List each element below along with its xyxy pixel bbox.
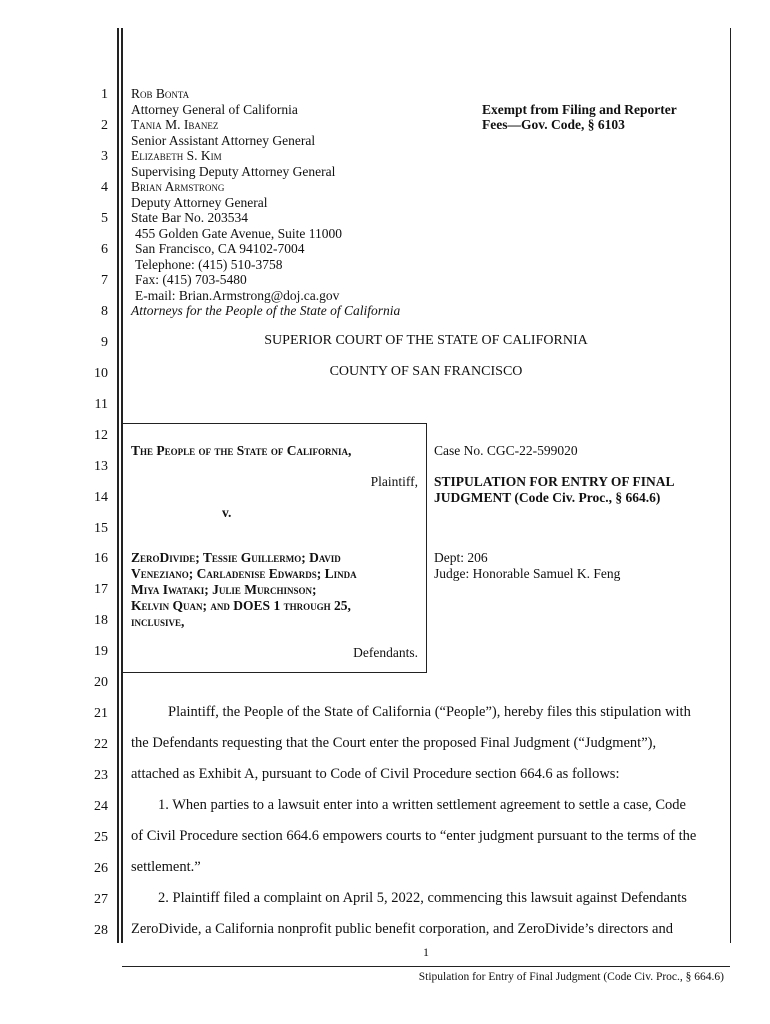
- defendants-line: ZeroDivide; Tessie Guillermo; David: [131, 550, 341, 565]
- line-number: 13: [94, 459, 108, 474]
- line-number: 9: [101, 335, 108, 350]
- caption-divider: [426, 423, 427, 673]
- attorney-title: Attorney General of California: [131, 102, 298, 117]
- email: E-mail: Brian.Armstrong@doj.ca.gov: [135, 288, 340, 303]
- defendants-line: Miya Iwataki; Julie Murchinson;: [131, 582, 317, 597]
- line-number: 19: [94, 644, 108, 659]
- right-margin-rule: [730, 28, 731, 943]
- body-line: the Defendants requesting that the Court enter the proposed Final Judgment (“Judgment”),: [131, 735, 657, 751]
- line-number: 24: [94, 799, 108, 814]
- court-name: SUPERIOR COURT OF THE STATE OF CALIFORNIA: [264, 333, 588, 348]
- telephone: Telephone: (415) 510-3758: [135, 257, 283, 272]
- line-number: 15: [94, 521, 108, 536]
- judge: Judge: Honorable Samuel K. Feng: [434, 566, 621, 581]
- state-bar-number: State Bar No. 203534: [131, 210, 248, 225]
- line-number: 16: [94, 551, 108, 566]
- line-number: 6: [101, 242, 108, 257]
- caption-bottom-rule: [122, 672, 427, 673]
- body-line: 1. When parties to a lawsuit enter into a written settlement agreement to settle a case, Code: [158, 797, 686, 813]
- attorney-title: Supervising Deputy Attorney General: [131, 164, 336, 179]
- caption-top-rule: [122, 423, 427, 424]
- attorneys-for: Attorneys for the People of the State of California: [131, 303, 401, 318]
- footer-rule: [122, 966, 730, 967]
- fax: Fax: (415) 703-5480: [135, 272, 247, 287]
- defendants-line: Veneziano; Carladenise Edwards; Linda: [131, 566, 357, 581]
- line-number: 20: [94, 675, 108, 690]
- body-line: of Civil Procedure section 664.6 empowers courts to “enter judgment pursuant to the terms of the: [131, 828, 697, 844]
- line-number: 4: [101, 180, 108, 195]
- line-number: 7: [101, 273, 108, 288]
- line-number: 11: [94, 397, 108, 412]
- court-county: COUNTY OF SAN FRANCISCO: [329, 364, 523, 379]
- plaintiff-name: The People of the State of California,: [131, 443, 352, 458]
- attorney-name: Rob Bonta: [131, 86, 190, 101]
- address-city: San Francisco, CA 94102-7004: [135, 241, 305, 256]
- page-number: 1: [423, 945, 429, 959]
- line-number: 5: [101, 211, 108, 226]
- plaintiff-label: Plaintiff,: [370, 474, 418, 489]
- attorney-name: Elizabeth S. Kim: [131, 148, 222, 163]
- left-margin-rule-inner: [121, 28, 123, 943]
- body-line: 2. Plaintiff filed a complaint on April 5, 2022, commencing this lawsuit against Defendants: [158, 890, 687, 906]
- defendants-line: inclusive,: [131, 614, 185, 629]
- line-number: 23: [94, 768, 108, 783]
- body-line: Plaintiff, the People of the State of California (“People”), hereby files this stipulation with: [168, 704, 691, 720]
- document-title-line2: JUDGMENT (Code Civ. Proc., § 664.6): [434, 490, 661, 505]
- line-number: 3: [101, 149, 108, 164]
- versus: v.: [222, 505, 232, 520]
- line-number: 25: [94, 830, 108, 845]
- line-number: 12: [94, 428, 108, 443]
- line-number: 28: [94, 923, 108, 938]
- footer-title: Stipulation for Entry of Final Judgment (Code Civ. Proc., § 664.6): [418, 971, 724, 983]
- line-number: 2: [101, 118, 108, 133]
- line-number: 8: [101, 304, 108, 319]
- exempt-notice-line1: Exempt from Filing and Reporter: [482, 102, 677, 117]
- line-number: 26: [94, 861, 108, 876]
- line-number: 27: [94, 892, 108, 907]
- defendants-line: Kelvin Quan; and DOES 1 through 25,: [131, 598, 351, 613]
- document-title-line1: STIPULATION FOR ENTRY OF FINAL: [434, 474, 675, 489]
- left-margin-rule-outer: [117, 28, 119, 943]
- line-number: 18: [94, 613, 108, 628]
- line-number: 17: [94, 582, 108, 597]
- attorney-title: Deputy Attorney General: [131, 195, 268, 210]
- body-line: settlement.”: [131, 859, 201, 875]
- address-street: 455 Golden Gate Avenue, Suite 11000: [135, 226, 342, 241]
- department: Dept: 206: [434, 550, 488, 565]
- defendants-label: Defendants.: [353, 645, 418, 660]
- attorney-name: Brian Armstrong: [131, 179, 225, 194]
- attorney-title: Senior Assistant Attorney General: [131, 133, 316, 148]
- line-number: 21: [94, 706, 108, 721]
- line-number: 22: [94, 737, 108, 752]
- line-number: 1: [101, 87, 108, 102]
- line-number: 14: [94, 490, 108, 505]
- attorney-name: Tania M. Ibanez: [131, 117, 219, 132]
- case-number: Case No. CGC-22-599020: [434, 443, 578, 458]
- body-line: ZeroDivide, a California nonprofit public benefit corporation, and ZeroDivide’s directors and: [131, 921, 673, 937]
- body-line: attached as Exhibit A, pursuant to Code of Civil Procedure section 664.6 as follows:: [131, 766, 620, 782]
- exempt-notice-line2: Fees—Gov. Code, § 6103: [482, 117, 625, 132]
- line-number: 10: [94, 366, 108, 381]
